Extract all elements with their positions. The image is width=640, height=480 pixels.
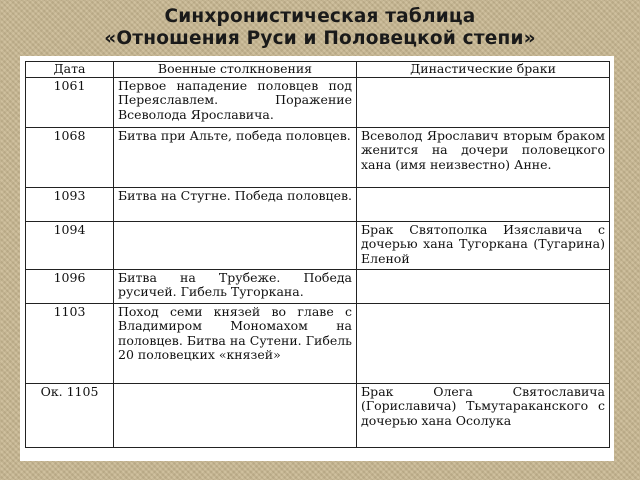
cell-conflict	[114, 221, 357, 269]
table-row	[26, 77, 610, 127]
cell-conflict: Битва на Стугне. Победа половцев.	[114, 187, 357, 221]
cell-date: 1103	[26, 303, 114, 383]
page-title	[0, 6, 640, 50]
header-marriages: Династические браки	[357, 62, 610, 78]
table-row	[26, 303, 610, 383]
cell-date: 1096	[26, 269, 114, 303]
cell-date: 1094	[26, 221, 114, 269]
cell-date: Ок. 1105	[26, 383, 114, 447]
cell-date: 1068	[26, 127, 114, 187]
table-row	[26, 269, 610, 303]
cell-marriage: Всеволод Ярославич вторым браком женится на дочери половецкого хана (имя неизвестно) Анне.	[357, 127, 610, 187]
table-row	[26, 383, 610, 447]
cell-marriage	[357, 77, 610, 127]
synchronistic-table	[25, 61, 610, 448]
table-sheet	[20, 56, 614, 461]
cell-conflict: Первое нападение половцев под Переяславлем. Поражение Всеволода Ярославича.	[114, 77, 357, 127]
cell-marriage	[357, 303, 610, 383]
table-row	[26, 187, 610, 221]
cell-marriage	[357, 269, 610, 303]
table-header-row	[26, 62, 610, 78]
table-row	[26, 221, 610, 269]
cell-marriage	[357, 187, 610, 221]
cell-conflict: Битва при Альте, победа половцев.	[114, 127, 357, 187]
cell-marriage: Брак Святополка Изяславича с дочерью хана Тугоркана (Тугарина) Еленой	[357, 221, 610, 269]
title-line-2: «Отношения Руси и Половецкой степи»	[104, 28, 536, 49]
header-conflicts: Военные столкновения	[114, 62, 357, 78]
cell-date: 1061	[26, 77, 114, 127]
header-date: Дата	[26, 62, 114, 78]
cell-date: 1093	[26, 187, 114, 221]
title-line-1: Синхронистическая таблица	[164, 6, 476, 27]
cell-conflict: Поход семи князей во главе с Владимиром Мономахом на половцев. Битва на Сутени. Гибель 20 половецких «князей»	[114, 303, 357, 383]
cell-conflict	[114, 383, 357, 447]
table-row	[26, 127, 610, 187]
cell-conflict: Битва на Трубеже. Победа русичей. Гибель Тугоркана.	[114, 269, 357, 303]
cell-marriage: Брак Олега Святославича (Гориславича) Тьмутараканского с дочерью хана Осолука	[357, 383, 610, 447]
